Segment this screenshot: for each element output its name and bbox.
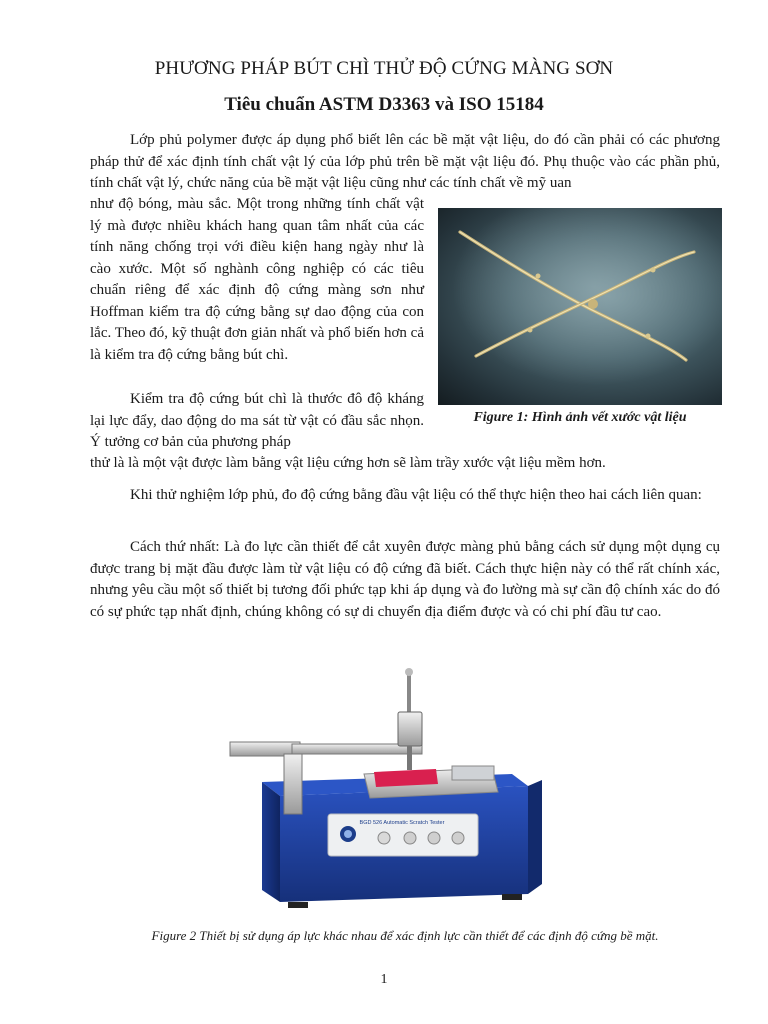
figure2-caption: Figure 2 Thiết bị sử dụng áp lực khác nhau để xác định lực cần thiết để các định độ cứng bề mặt. <box>151 928 659 943</box>
paragraph-pencil-test: Kiểm tra độ cứng bút chì là thước đô độ kháng lại lực đẩy, dao động do ma sát từ vật có đầu sắc nhọn. Ý tưởng cơ bản của phương pháp <box>90 391 424 450</box>
paragraph-properties: như độ bóng, màu sắc. Một trong những tính chất vật lý mà được nhiều khách hang quan tâm nhất của các tính năng chống trọi với điều kiện hang ngày như là cào xước. Một số nghành công nghiệp có các tiêu chuẩn riêng để xác định độ cứng màng sơn như Hoffman kiểm tra độ cứng bằng sự dao động của con lắc. Theo đó, kỹ thuật đơn giản nhất và phổ biến hơn cả là kiểm tra độ cứng bằng bút chì. <box>90 196 424 363</box>
scratch-tester-photo-icon <box>222 662 558 914</box>
document-title: PHƯƠNG PHÁP BÚT CHÌ THỬ ĐỘ CỨNG MÀNG SƠN <box>154 58 614 79</box>
page-number: 1 <box>380 972 388 987</box>
scratch-photo-icon <box>438 208 722 405</box>
paragraph-two-methods: Khi thử nghiệm lớp phủ, đo độ cứng bằng đầu vật liệu có thể thực hiện theo hai cách liên quan: <box>130 487 702 503</box>
scratch-photo-figure <box>438 208 722 405</box>
scratch-tester-figure <box>222 662 558 914</box>
figure1-caption: Figure 1: Hình ảnh vết xước vật liệu <box>473 410 687 425</box>
paragraph-first-method: Cách thứ nhất: Là đo lực cần thiết để cắt xuyên được màng phủ bằng cách sử dụng một dụng cụ được trang bị mặt đầu được làm từ vật liệu có độ cứng đã biết. Cách thực hiện này có thể rất chính xác, nhưng yêu cầu một số thiết bị tương đối phức tạp khi áp dụng và đo lường mà sự cần độ chính xác do đó có sự phức tạp nhất định, chúng không có sự di chuyển địa điểm được và có chi phí đầu tư cao. <box>90 539 720 620</box>
panel-label: BGD 526 Automatic Scratch Tester <box>359 820 445 826</box>
paragraph-intro: Lớp phủ polymer được áp dụng phổ biết lên các bề mặt vật liệu, do đó cần phải có các phương pháp thử để xác định tính chất vật lý của lớp phủ trên bề mặt vật liệu đó. Phụ thuộc vào các phần phủ, tính chất vật lý, chức năng của bề mặt vật liệu cũng như các tính chất về mỹ uan <box>90 132 720 191</box>
paragraph-pencil-test-continued: thử là là một vật được làm bằng vật liệu cứng hơn sẽ làm trầy xước vật liệu mềm hơn. <box>90 455 606 471</box>
document-subtitle: Tiêu chuẩn ASTM D3363 và ISO 15184 <box>224 94 544 115</box>
